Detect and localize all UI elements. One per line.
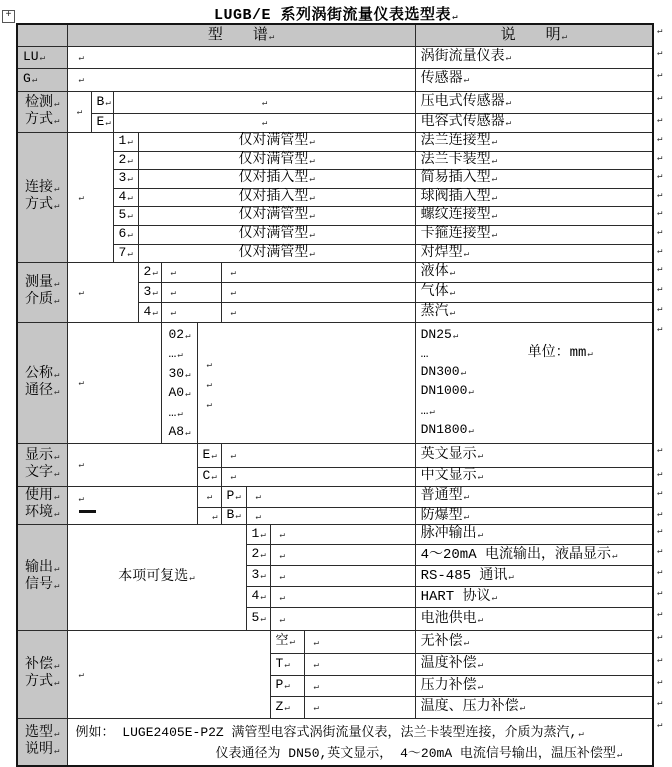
label-selection: 选型↵ 说明↵ — [17, 718, 67, 766]
cell-empty — [67, 68, 415, 91]
cell-selection-example: 例如： LUGE2405E-P2Z 满管型电容式涡街流量仪表，法兰卡装型连接，介质为蒸汽,↵ 仪表通径为 DN50,英文显示， 4～20mA 电流信号输出，温压补偿型↵ — [67, 718, 653, 766]
paragraph-mark-icon: ↵ — [561, 31, 568, 42]
paragraph-mark-icon: ↵ — [54, 745, 60, 756]
row-end-mark-icon: ↵ — [657, 609, 663, 619]
paragraph-mark-icon: ↵ — [127, 192, 133, 203]
cell-empty — [67, 262, 138, 322]
paragraph-mark-icon: ↵ — [170, 267, 176, 278]
paragraph-mark-icon: ↵ — [54, 115, 60, 126]
paragraph-mark-icon: ↵ — [429, 406, 435, 417]
paragraph-mark-icon: ↵ — [78, 670, 84, 681]
cell-connection-desc: 螺纹连接型↵ — [415, 206, 653, 225]
cell-empty — [221, 467, 415, 486]
paragraph-mark-icon: ↵ — [309, 137, 315, 148]
cell-output-code: 1↵ — [246, 524, 270, 544]
cell-connection-code: 5↵ — [113, 206, 138, 225]
paragraph-mark-icon: ↵ — [211, 450, 217, 461]
cell-empty — [197, 322, 415, 443]
paragraph-mark-icon: ↵ — [255, 492, 261, 503]
cell-output-code: 2↵ — [246, 544, 270, 565]
paragraph-mark-icon: ↵ — [54, 678, 60, 689]
paragraph-mark-icon: ↵ — [279, 530, 285, 541]
cell-environment-desc: 防爆型↵ — [415, 507, 653, 524]
paragraph-mark-icon: ↵ — [309, 211, 315, 222]
row-end-mark-icon: ↵ — [657, 227, 663, 237]
paragraph-mark-icon: ↵ — [284, 659, 290, 670]
paragraph-mark-icon: ↵ — [309, 155, 315, 166]
paragraph-mark-icon: ↵ — [313, 681, 319, 692]
row-end-mark-icon: ↵ — [657, 134, 663, 144]
paragraph-mark-icon: ↵ — [505, 118, 512, 129]
paragraph-mark-icon: ↵ — [587, 349, 593, 359]
paragraph-mark-icon: ↵ — [505, 52, 512, 63]
paragraph-mark-icon: ↵ — [170, 287, 176, 298]
cell-medium-code: 4↵ — [138, 302, 161, 322]
cell-empty — [246, 507, 415, 524]
paragraph-mark-icon: ↵ — [127, 248, 133, 259]
row-end-mark-icon: ↵ — [657, 70, 663, 80]
paragraph-mark-icon: ↵ — [491, 230, 498, 241]
cell-compensation-code: Z↵ — [270, 696, 304, 718]
paragraph-mark-icon: ↵ — [260, 529, 266, 540]
cell-empty — [67, 322, 161, 443]
cell-empty — [67, 132, 113, 262]
row-end-mark-icon: ↵ — [657, 445, 663, 455]
paragraph-mark-icon: ↵ — [261, 97, 268, 108]
paragraph-mark-icon: ↵ — [313, 703, 319, 714]
paragraph-mark-icon: ↵ — [54, 564, 60, 575]
paragraph-mark-icon: ↵ — [54, 509, 60, 520]
paragraph-mark-icon: ↵ — [54, 296, 60, 306]
label-environment: 使用↵ 环境↵ — [17, 486, 67, 524]
paragraph-mark-icon: ↵ — [152, 267, 158, 278]
paragraph-mark-icon: ↵ — [491, 211, 498, 222]
paragraph-mark-icon: ↵ — [76, 107, 83, 118]
paragraph-mark-icon: ↵ — [152, 307, 158, 318]
table-move-handle-icon[interactable]: + — [2, 10, 15, 23]
paragraph-mark-icon: ↵ — [54, 451, 60, 462]
header-corner-cell — [17, 24, 67, 46]
paragraph-mark-icon: ↵ — [463, 248, 470, 259]
cell-connection-note: 仅对插入型↵ — [138, 188, 415, 206]
cell-empty — [270, 544, 415, 565]
row-end-mark-icon: ↵ — [657, 190, 663, 200]
paragraph-mark-icon: ↵ — [230, 287, 236, 298]
paragraph-mark-icon: ↵ — [235, 511, 241, 522]
cell-connection-note: 仅对满管型↵ — [138, 151, 415, 169]
paragraph-mark-icon: ↵ — [279, 550, 285, 561]
cell-empty — [270, 586, 415, 607]
cell-compensation-desc: 温度补偿↵ — [415, 653, 653, 675]
cell-output-code: 5↵ — [246, 607, 270, 630]
cell-detection-desc: 电容式传感器↵ — [415, 113, 653, 132]
cell-connection-desc: 球阀插入型↵ — [415, 188, 653, 206]
cell-g-code: G↵ — [17, 68, 67, 91]
paragraph-mark-icon: ↵ — [177, 350, 183, 360]
paragraph-mark-icon: ↵ — [78, 287, 84, 298]
cell-empty — [304, 653, 415, 675]
paragraph-mark-icon: ↵ — [212, 511, 218, 522]
cell-empty — [270, 565, 415, 586]
row-end-mark-icon: ↵ — [657, 171, 663, 181]
paragraph-mark-icon: ↵ — [289, 637, 295, 648]
cell-detection-code: B↵ — [91, 91, 113, 113]
cell-compensation-code: 空↵ — [270, 630, 304, 653]
cell-empty — [221, 262, 415, 282]
paragraph-mark-icon: ↵ — [54, 184, 60, 194]
paragraph-mark-icon: ↵ — [468, 426, 474, 436]
cell-output-desc: 脉冲输出↵ — [415, 524, 653, 544]
paragraph-mark-icon: ↵ — [54, 369, 60, 380]
paragraph-mark-icon: ↵ — [230, 472, 236, 483]
paragraph-mark-icon: ↵ — [491, 592, 498, 603]
row-end-mark-icon: ↵ — [657, 677, 663, 687]
paragraph-mark-icon: ↵ — [284, 681, 290, 692]
selection-table — [16, 23, 654, 767]
paragraph-mark-icon: ↵ — [230, 450, 236, 461]
cell-lu-code: LU↵ — [17, 46, 67, 68]
label-compensation: 补偿↵ 方式↵ — [17, 630, 67, 718]
cell-empty — [67, 46, 415, 68]
cell-display-desc: 英文显示↵ — [415, 443, 653, 467]
label-medium: 测量↵ 介质↵ — [17, 262, 67, 322]
cell-empty — [221, 443, 415, 467]
cell-empty — [270, 607, 415, 630]
row-end-mark-icon: ↵ — [657, 546, 663, 556]
cell-empty — [161, 302, 221, 322]
paragraph-mark-icon: ↵ — [185, 428, 191, 438]
paragraph-mark-icon: ↵ — [612, 550, 618, 561]
cell-connection-desc: 法兰连接型↵ — [415, 132, 653, 151]
cell-output-desc: HART 协议↵ — [415, 586, 653, 607]
paragraph-mark-icon: ↵ — [279, 614, 285, 625]
paragraph-mark-icon: ↵ — [78, 192, 84, 203]
paragraph-mark-icon: ↵ — [309, 192, 315, 203]
cell-output-code: 3↵ — [246, 565, 270, 586]
paragraph-mark-icon: ↵ — [39, 52, 46, 63]
paragraph-mark-icon: ↵ — [206, 359, 212, 370]
cell-output-code: 4↵ — [246, 586, 270, 607]
row-end-mark-icon: ↵ — [657, 284, 663, 294]
cell-empty — [304, 630, 415, 653]
paragraph-mark-icon: ↵ — [211, 472, 217, 483]
paragraph-mark-icon: ↵ — [177, 408, 183, 419]
paragraph-mark-icon: ↵ — [477, 614, 484, 625]
row-end-mark-icon: ↵ — [657, 324, 663, 334]
cell-compensation-desc: 压力补偿↵ — [415, 675, 653, 696]
label-diameter: 公称↵ 通径↵ — [17, 322, 67, 443]
cell-lu-desc: 涡街流量仪表↵ — [415, 46, 653, 68]
paragraph-mark-icon: ↵ — [260, 571, 266, 582]
cell-connection-code: 6↵ — [113, 225, 138, 244]
paragraph-mark-icon: ↵ — [477, 472, 484, 483]
paragraph-mark-icon: ↵ — [616, 749, 623, 760]
paragraph-mark-icon: ↵ — [449, 287, 456, 298]
paragraph-mark-icon: ↵ — [261, 118, 268, 129]
paragraph-mark-icon: ↵ — [206, 492, 213, 503]
paragraph-mark-icon: ↵ — [54, 492, 60, 503]
label-display: 显示↵ 文字↵ — [17, 443, 67, 486]
paragraph-mark-icon: ↵ — [279, 571, 285, 582]
row-end-mark-icon: ↵ — [657, 655, 663, 665]
paragraph-mark-icon: ↵ — [491, 155, 498, 166]
paragraph-mark-icon: ↵ — [206, 379, 212, 390]
cell-detection-code: E↵ — [91, 113, 113, 132]
row-end-mark-icon: ↵ — [657, 115, 663, 125]
cell-connection-code: 4↵ — [113, 188, 138, 206]
paragraph-mark-icon: ↵ — [452, 12, 458, 22]
paragraph-mark-icon: ↵ — [491, 192, 498, 203]
label-connection: 连接↵ 方式↵ — [17, 132, 67, 262]
cell-output-desc: 4～20mA 电流输出，液晶显示↵ — [415, 544, 653, 565]
paragraph-mark-icon: ↵ — [127, 211, 133, 222]
label-detection: 检测↵ 方式↵ — [17, 91, 67, 132]
paragraph-mark-icon: ↵ — [189, 573, 195, 584]
paragraph-mark-icon: ↵ — [185, 369, 191, 380]
cell-display-code: E↵ — [197, 443, 221, 467]
cell-empty — [67, 630, 270, 718]
paragraph-mark-icon: ↵ — [477, 530, 484, 541]
paragraph-mark-icon: ↵ — [127, 230, 133, 241]
row-end-mark-icon: ↵ — [657, 567, 663, 577]
paragraph-mark-icon: ↵ — [313, 660, 319, 671]
row-end-mark-icon: ↵ — [657, 488, 663, 498]
paragraph-mark-icon: ↵ — [78, 52, 84, 63]
cell-medium-code: 3↵ — [138, 282, 161, 302]
paragraph-mark-icon: ↵ — [491, 137, 498, 148]
cell-diameter-descs: DN25↵ … 单位：mm↵ DN300↵ DN1000↵ …↵ DN1800↵ — [415, 322, 653, 443]
cell-empty — [161, 282, 221, 302]
row-end-mark-icon: ↵ — [657, 526, 663, 536]
paragraph-mark-icon: ↵ — [268, 31, 275, 42]
paragraph-mark-icon: ↵ — [105, 118, 111, 129]
paragraph-mark-icon: ↵ — [54, 581, 60, 592]
paragraph-mark-icon: ↵ — [260, 592, 266, 603]
paragraph-mark-icon: ↵ — [468, 387, 474, 397]
cell-empty — [304, 696, 415, 718]
row-end-mark-icon: ↵ — [657, 48, 663, 58]
cell-connection-note: 仅对满管型↵ — [138, 225, 415, 244]
paragraph-mark-icon: ↵ — [127, 155, 133, 166]
paragraph-mark-icon: ↵ — [54, 728, 60, 739]
paragraph-mark-icon: ↵ — [78, 460, 84, 471]
cell-detection-desc: 压电式传感器↵ — [415, 91, 653, 113]
paragraph-mark-icon: ↵ — [260, 550, 266, 561]
cell-environment-desc: 普通型↵ — [415, 486, 653, 507]
cell-connection-note: 仅对满管型↵ — [138, 206, 415, 225]
cell-empty — [67, 91, 91, 132]
paragraph-mark-icon: ↵ — [54, 201, 60, 211]
cell-empty — [113, 113, 415, 132]
paragraph-mark-icon: ↵ — [463, 637, 470, 648]
cell-empty — [246, 486, 415, 507]
cell-empty — [304, 675, 415, 696]
cell-empty — [67, 486, 197, 524]
cell-medium-desc: 液体↵ — [415, 262, 653, 282]
paragraph-mark-icon: ↵ — [477, 681, 484, 692]
cell-empty — [197, 507, 221, 524]
cell-compensation-code: T↵ — [270, 653, 304, 675]
paragraph-mark-icon: ↵ — [152, 287, 158, 298]
row-end-mark-icon: ↵ — [657, 153, 663, 163]
cell-connection-code: 7↵ — [113, 244, 138, 262]
paragraph-mark-icon: ↵ — [255, 511, 261, 522]
cell-empty — [270, 524, 415, 544]
cell-connection-note: 仅对满管型↵ — [138, 244, 415, 262]
paragraph-mark-icon: ↵ — [284, 702, 290, 713]
paragraph-mark-icon: ↵ — [78, 75, 84, 86]
paragraph-mark-icon: ↵ — [309, 248, 315, 259]
paragraph-mark-icon: ↵ — [54, 98, 60, 109]
paragraph-mark-icon: ↵ — [185, 330, 191, 341]
paragraph-mark-icon: ↵ — [206, 399, 212, 410]
cell-medium-desc: 气体↵ — [415, 282, 653, 302]
paragraph-mark-icon: ↵ — [127, 174, 133, 185]
row-end-mark-icon: ↵ — [657, 264, 663, 274]
cell-empty — [67, 443, 197, 486]
header-description: 说 明↵ — [415, 24, 653, 46]
paragraph-mark-icon: ↵ — [54, 279, 60, 289]
header-spectrum: 型 谱↵ — [67, 24, 415, 46]
cell-connection-desc: 简易插入型↵ — [415, 169, 653, 188]
cell-compensation-desc: 无补偿↵ — [415, 630, 653, 653]
row-end-mark-icon: ↵ — [657, 720, 663, 730]
paragraph-mark-icon: ↵ — [449, 267, 456, 278]
row-end-mark-icon: ↵ — [657, 469, 663, 479]
row-end-mark-icon: ↵ — [657, 208, 663, 218]
row-end-mark-icon: ↵ — [657, 93, 663, 103]
label-output: 输出↵ 信号↵ — [17, 524, 67, 630]
paragraph-mark-icon: ↵ — [508, 571, 514, 582]
cell-connection-note: 仅对插入型↵ — [138, 169, 415, 188]
cell-g-desc: 传感器↵ — [415, 68, 653, 91]
paragraph-mark-icon: ↵ — [105, 97, 111, 108]
paragraph-mark-icon: ↵ — [54, 468, 60, 479]
cell-empty — [113, 91, 415, 113]
row-end-mark-icon: ↵ — [657, 698, 663, 708]
cell-medium-code: 2↵ — [138, 262, 161, 282]
cell-empty — [221, 302, 415, 322]
paragraph-mark-icon: ↵ — [127, 137, 133, 148]
paragraph-mark-icon: ↵ — [260, 614, 266, 625]
cell-connection-desc: 卡箍连接型↵ — [415, 225, 653, 244]
cell-output-desc: 电池供电↵ — [415, 607, 653, 630]
paragraph-mark-icon: ↵ — [235, 492, 241, 503]
paragraph-mark-icon: ↵ — [452, 330, 459, 341]
paragraph-mark-icon: ↵ — [477, 660, 484, 671]
paragraph-mark-icon: ↵ — [78, 378, 84, 389]
row-end-mark-icon: ↵ — [657, 26, 663, 36]
cell-empty — [197, 486, 221, 507]
row-end-mark-icon: ↵ — [657, 632, 663, 642]
paragraph-mark-icon: ↵ — [78, 493, 84, 504]
cell-empty — [221, 282, 415, 302]
paragraph-mark-icon: ↵ — [309, 230, 315, 241]
paragraph-mark-icon: ↵ — [477, 450, 484, 461]
paragraph-mark-icon: ↵ — [313, 637, 319, 648]
cell-environment-code: B↵ — [221, 507, 246, 524]
paragraph-mark-icon: ↵ — [185, 389, 191, 399]
row-end-mark-icon: ↵ — [657, 588, 663, 598]
cell-compensation-code: P↵ — [270, 675, 304, 696]
cell-connection-code: 2↵ — [113, 151, 138, 169]
paragraph-mark-icon: ↵ — [54, 386, 60, 397]
paragraph-mark-icon: ↵ — [54, 661, 60, 672]
cell-medium-desc: 蒸汽↵ — [415, 302, 653, 322]
cell-connection-code: 1↵ — [113, 132, 138, 151]
paragraph-mark-icon: ↵ — [519, 703, 526, 714]
cell-diameter-codes: 02↵ …↵ 30↵ A0↵ …↵ A8↵ — [161, 322, 197, 443]
row-end-mark-icon: ↵ — [657, 246, 663, 256]
row-end-mark-icon: ↵ — [657, 509, 663, 519]
cell-output-note: 本项可复选↵ — [67, 524, 246, 630]
paragraph-mark-icon: ↵ — [460, 367, 467, 378]
paragraph-mark-icon: ↵ — [230, 307, 236, 318]
paragraph-mark-icon: ↵ — [491, 174, 498, 185]
paragraph-mark-icon: ↵ — [463, 75, 470, 86]
paragraph-mark-icon: ↵ — [230, 267, 236, 278]
cell-empty — [161, 262, 221, 282]
paragraph-mark-icon: ↵ — [31, 75, 38, 86]
cell-connection-code: 3↵ — [113, 169, 138, 188]
cell-environment-code: P↵ — [221, 486, 246, 507]
paragraph-mark-icon: ↵ — [170, 307, 176, 318]
paragraph-mark-icon: ↵ — [578, 728, 584, 739]
paragraph-mark-icon: ↵ — [463, 492, 470, 503]
cell-display-code: C↵ — [197, 467, 221, 486]
page-title: LUGB/E 系列涡街流量仪表选型表↵ — [214, 7, 458, 24]
unit-note: 单位：mm↵ — [527, 345, 593, 361]
paragraph-mark-icon: ↵ — [279, 592, 285, 603]
cell-connection-note: 仅对满管型↵ — [138, 132, 415, 151]
paragraph-mark-icon: ↵ — [463, 511, 470, 522]
paragraph-mark-icon: ↵ — [309, 174, 315, 185]
dash-mark — [79, 510, 96, 513]
paragraph-mark-icon: ↵ — [505, 97, 512, 108]
paragraph-mark-icon: ↵ — [449, 307, 456, 318]
cell-output-desc: RS-485 通讯↵ — [415, 565, 653, 586]
cell-connection-desc: 对焊型↵ — [415, 244, 653, 262]
cell-display-desc: 中文显示↵ — [415, 467, 653, 486]
cell-connection-desc: 法兰卡装型↵ — [415, 151, 653, 169]
cell-compensation-desc: 温度、压力补偿↵ — [415, 696, 653, 718]
row-end-mark-icon: ↵ — [657, 304, 663, 314]
